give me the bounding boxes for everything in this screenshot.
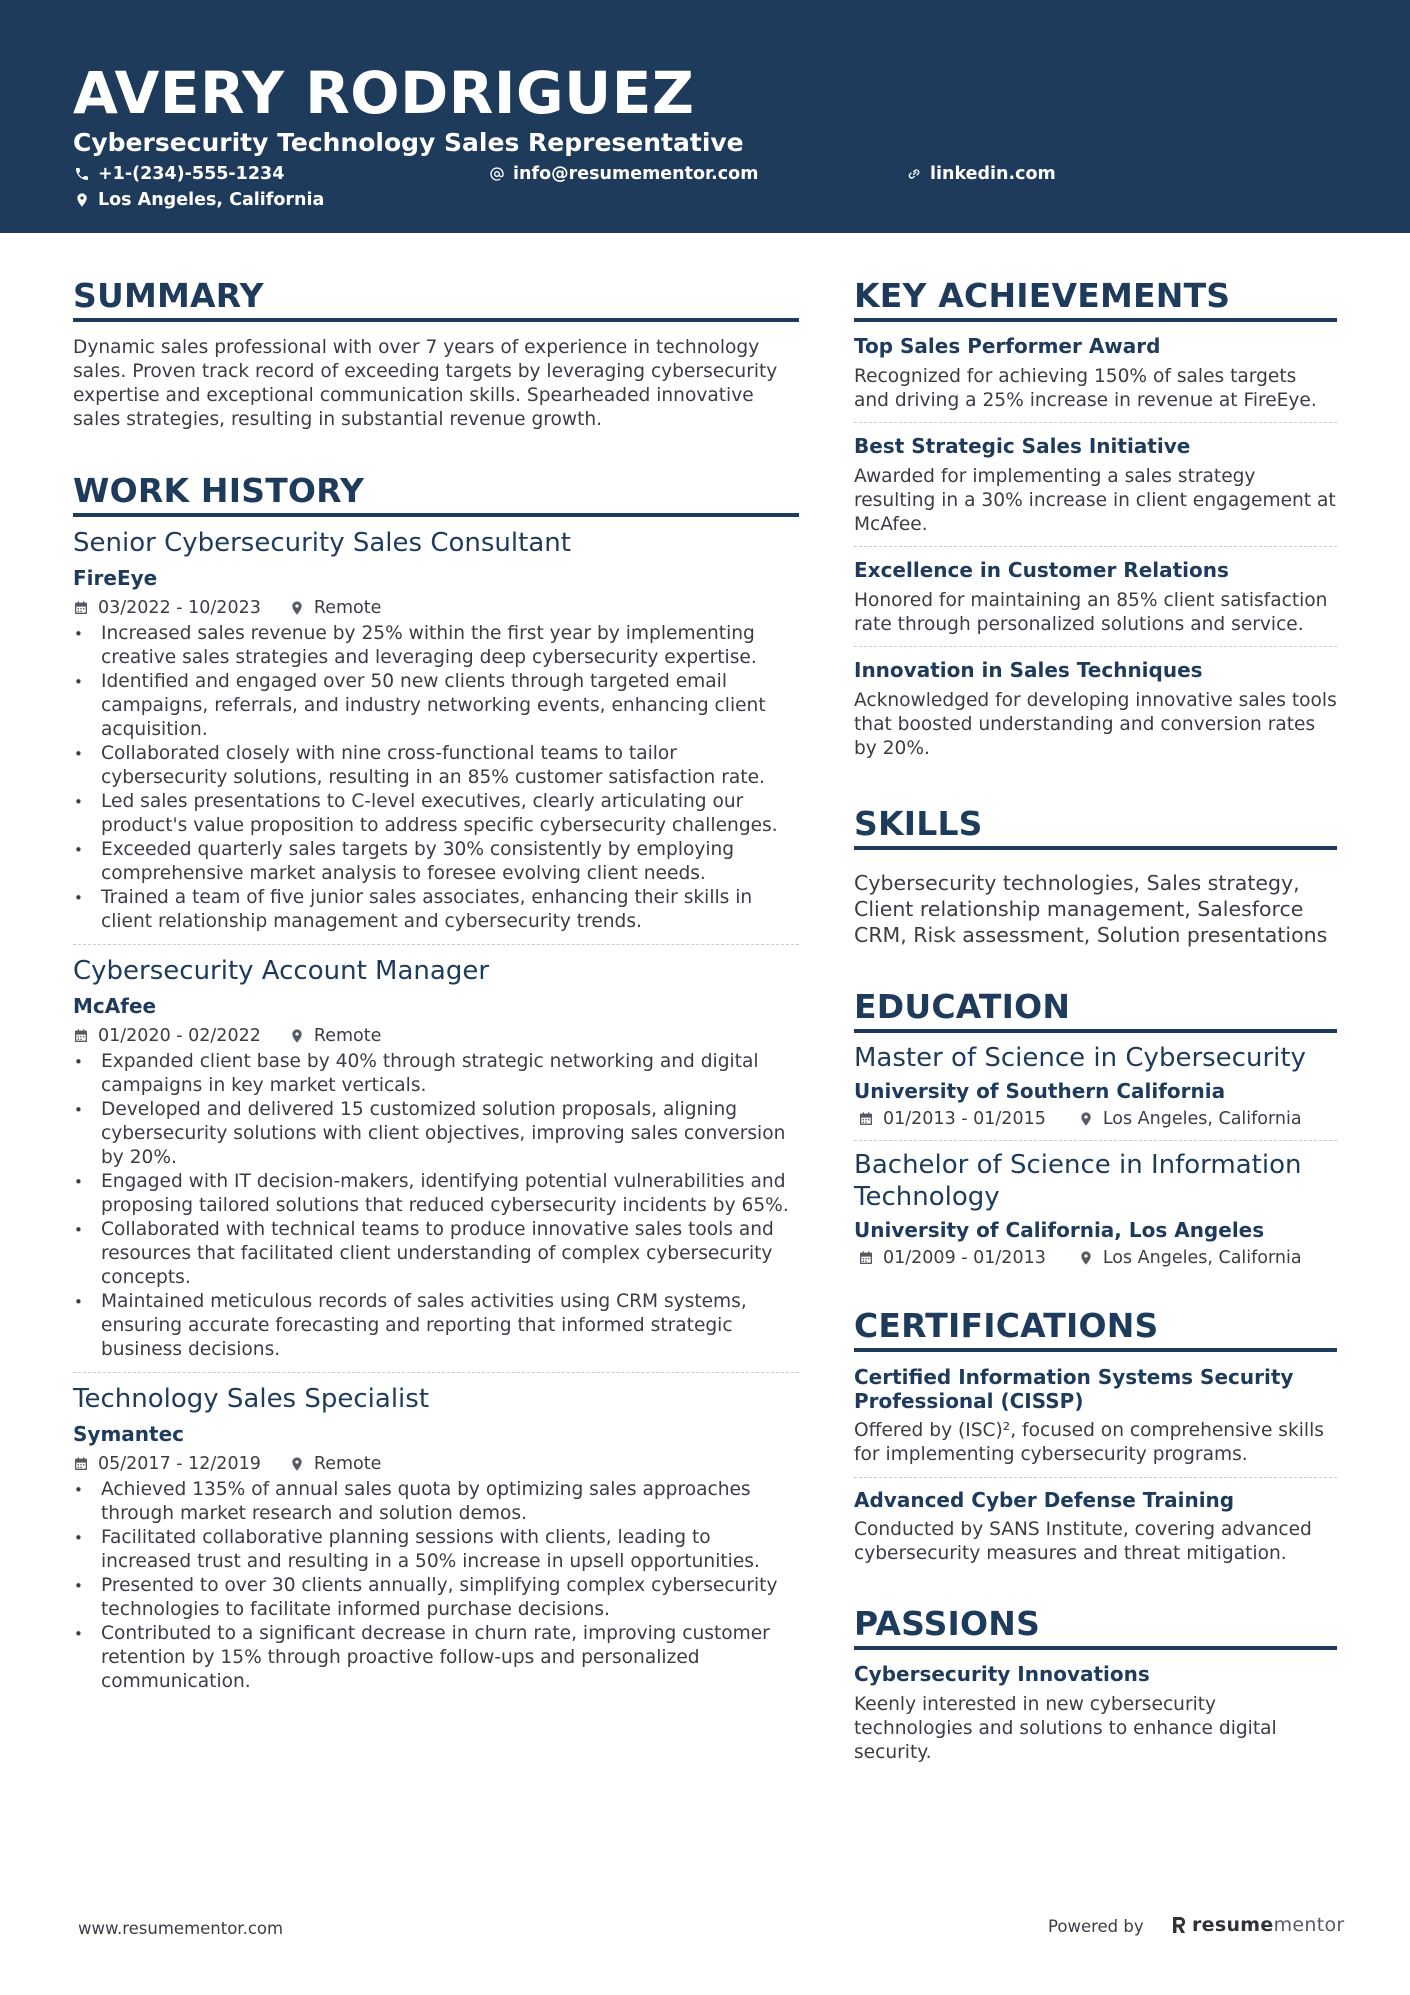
brand-name xyxy=(1192,1913,1345,1937)
job-dates: 01/2020 - 02/2022 xyxy=(98,1026,261,1046)
job-entry xyxy=(73,1372,799,1694)
resume-header xyxy=(0,0,1410,233)
summary-section xyxy=(73,275,799,432)
job-entry xyxy=(73,944,799,1362)
resumementor-logo-icon xyxy=(1171,1915,1187,1935)
map-pin-icon xyxy=(1078,1111,1094,1127)
achievement-item xyxy=(854,422,1337,546)
map-pin-icon xyxy=(1078,1250,1094,1266)
bullet-item: • Led sales presentations to C-level executives, clearly articulating our product's value proposition to address specific cybersecurity challenges. xyxy=(73,790,799,838)
footer-url[interactable]: www.resumementor.com xyxy=(78,1919,284,1938)
summary-heading: SUMMARY xyxy=(73,275,799,322)
calendar-icon xyxy=(73,1028,89,1044)
achievement-text: Awarded for implementing a sales strategy resulting in a 30% increase in client engagement at McAfee. xyxy=(854,466,1336,535)
skills-text: Cybersecurity technologies, Sales strategy, Client relationship management, Salesforce CRM, Risk assessment, Solution presentations xyxy=(854,871,1328,947)
map-pin-icon xyxy=(289,1028,305,1044)
achievement-text: Acknowledged for developing innovative sales tools that boosted understanding and conversion rates by 20%. xyxy=(854,690,1337,759)
candidate-name: AVERY RODRIGUEZ xyxy=(73,59,695,127)
certification-title: Advanced Cyber Defense Training xyxy=(854,1488,1235,1512)
achievement-title: Excellence in Customer Relations xyxy=(854,558,1229,582)
job-bullets xyxy=(73,1050,799,1362)
calendar-icon xyxy=(73,600,89,616)
bullet-item: • Achieved 135% of annual sales quota by optimizing sales approaches through market research and solution demos. xyxy=(73,1478,799,1526)
education-heading: EDUCATION xyxy=(854,986,1337,1033)
calendar-icon xyxy=(858,1111,874,1127)
education-dates: 01/2009 - 01/2013 xyxy=(883,1248,1046,1268)
job-dates: 05/2017 - 12/2019 xyxy=(98,1454,261,1474)
map-pin-icon xyxy=(74,192,90,208)
education-section xyxy=(854,986,1337,1279)
calendar-icon xyxy=(73,1456,89,1472)
candidate-title: Cybersecurity Technology Sales Representative xyxy=(73,128,744,157)
job-bullets xyxy=(73,622,799,934)
map-pin-icon xyxy=(289,600,305,616)
bullet-item: • Trained a team of five junior sales associates, enhancing their skills in client relationship management and cybersecurity trends. xyxy=(73,886,799,934)
certifications-list xyxy=(854,1365,1337,1576)
job-meta xyxy=(73,1452,799,1476)
phone-text: +1-(234)-555-1234 xyxy=(98,164,285,184)
certification-item xyxy=(854,1477,1337,1576)
education-location-group xyxy=(1074,1246,1302,1270)
location-text: Los Angeles, California xyxy=(98,190,325,210)
contact-location xyxy=(74,188,324,212)
job-location-group xyxy=(289,596,382,620)
certification-text: Conducted by SANS Institute, covering advanced cybersecurity measures and threat mitigation. xyxy=(854,1519,1312,1564)
achievement-text: Recognized for achieving 150% of sales targets and driving a 25% increase in revenue at FireEye. xyxy=(854,366,1317,411)
bullet-item: • Maintained meticulous records of sales activities using CRM systems, ensuring accurate forecasting and reporting that informed strategic business decisions. xyxy=(73,1290,799,1362)
job-title: Cybersecurity Account Manager xyxy=(73,956,490,986)
job-title: Senior Cybersecurity Sales Consultant xyxy=(73,528,571,558)
achievements-list xyxy=(854,333,1337,770)
education-item xyxy=(854,1140,1337,1279)
achievement-title: Best Strategic Sales Initiative xyxy=(854,434,1191,458)
job-location: Remote xyxy=(313,598,382,618)
job-meta xyxy=(73,596,799,620)
education-meta xyxy=(854,1246,1337,1270)
brand-name-light: mentor xyxy=(1273,1914,1345,1936)
phone-icon xyxy=(74,166,90,182)
school-name: University of California, Los Angeles xyxy=(854,1218,1265,1242)
bullet-item: • Identified and engaged over 50 new clients through targeted email campaigns, referrals, and industry networking events, enhancing client acquisition. xyxy=(73,670,799,742)
bullet-item: • Engaged with IT decision-makers, identifying potential vulnerabilities and proposing tailored solutions that reduced cybersecurity incidents by 65%. xyxy=(73,1170,799,1218)
company-name: McAfee xyxy=(73,994,157,1018)
certification-text: Offered by (ISC)², focused on comprehensive skills for implementing cybersecurity programs. xyxy=(854,1420,1324,1465)
achievement-item xyxy=(854,546,1337,646)
certification-item xyxy=(854,1365,1337,1477)
job-meta xyxy=(73,1024,799,1048)
left-column xyxy=(73,275,799,1694)
degree-title: Bachelor of Science in Information Technology xyxy=(854,1150,1302,1212)
passion-title: Cybersecurity Innovations xyxy=(854,1662,1150,1686)
work-history-heading: WORK HISTORY xyxy=(73,470,799,517)
job-location: Remote xyxy=(313,1454,382,1474)
skills-section xyxy=(854,803,1337,948)
achievement-item xyxy=(854,333,1337,422)
email-text: info@resumementor.com xyxy=(513,164,759,184)
bullet-item: • Expanded client base by 40% through strategic networking and digital campaigns in key market verticals. xyxy=(73,1050,799,1098)
passion-text: Keenly interested in new cybersecurity technologies and solutions to enhance digital security. xyxy=(854,1694,1277,1763)
education-location: Los Angeles, California xyxy=(1102,1248,1302,1268)
bullet-item: • Exceeded quarterly sales targets by 30% consistently by employing comprehensive market analysis to foresee evolving client needs. xyxy=(73,838,799,886)
contact-linkedin[interactable] xyxy=(906,162,1056,186)
certification-title: Certified Information Systems Security Professional (CISSP) xyxy=(854,1365,1294,1413)
bullet-item: • Collaborated with technical teams to produce innovative sales tools and resources that facilitated client understanding of complex cybersecurity concepts. xyxy=(73,1218,799,1290)
achievement-text: Honored for maintaining an 85% client satisfaction rate through personalized solutions and service. xyxy=(854,590,1328,635)
job-title: Technology Sales Specialist xyxy=(73,1384,430,1414)
bullet-item: • Facilitated collaborative planning sessions with clients, leading to increased trust and resulting in a 50% increase in upsell opportunities. xyxy=(73,1526,799,1574)
contact-phone[interactable] xyxy=(74,162,284,186)
passions-section xyxy=(854,1603,1337,1765)
certifications-section xyxy=(854,1305,1337,1576)
education-item xyxy=(854,1033,1337,1140)
contact-email[interactable] xyxy=(489,162,758,186)
bullet-item: • Increased sales revenue by 25% within the first year by implementing creative sales strategies and leveraging deep cybersecurity expertise. xyxy=(73,622,799,670)
achievement-item xyxy=(854,646,1337,770)
at-sign-icon xyxy=(489,166,505,182)
achievement-title: Top Sales Performer Award xyxy=(854,334,1161,358)
achievement-title: Innovation in Sales Techniques xyxy=(854,658,1203,682)
bullet-item: • Presented to over 30 clients annually, simplifying complex cybersecurity technologies to facilitate informed purchase decisions. xyxy=(73,1574,799,1622)
bullet-item: • Collaborated closely with nine cross-functional teams to tailor cybersecurity solutions, resulting in an 85% customer satisfaction rate. xyxy=(73,742,799,790)
bullet-item: • Developed and delivered 15 customized solution proposals, aligning cybersecurity solutions with client objectives, improving sales conversion by 20%. xyxy=(73,1098,799,1170)
calendar-icon xyxy=(858,1250,874,1266)
school-name: University of Southern California xyxy=(854,1079,1226,1103)
job-location-group xyxy=(289,1452,382,1476)
job-entry xyxy=(73,517,799,934)
powered-by-label: Powered by xyxy=(1048,1917,1144,1936)
summary-text: Dynamic sales professional with over 7 years of experience in technology sales. Proven track record of exceeding targets by leveraging cybersecurity expertise and exceptional communication skills. Spearheaded innovative sales strategies, resulting in substantial revenue growth. xyxy=(73,337,778,430)
job-bullets xyxy=(73,1478,799,1694)
education-location-group xyxy=(1074,1107,1302,1131)
job-location-group xyxy=(289,1024,382,1048)
education-dates: 01/2013 - 01/2015 xyxy=(883,1109,1046,1129)
link-icon xyxy=(906,166,922,182)
brand-name-bold: resume xyxy=(1192,1914,1274,1936)
right-column xyxy=(854,275,1337,1765)
degree-title: Master of Science in Cybersecurity xyxy=(854,1043,1306,1073)
certifications-heading: CERTIFICATIONS xyxy=(854,1305,1337,1352)
skills-heading: SKILLS xyxy=(854,803,1337,850)
education-location: Los Angeles, California xyxy=(1102,1109,1302,1129)
company-name: FireEye xyxy=(73,566,158,590)
job-dates: 03/2022 - 10/2023 xyxy=(98,598,261,618)
achievements-section xyxy=(854,275,1337,770)
bullet-item: • Contributed to a significant decrease in churn rate, improving customer retention by 15% through proactive follow-ups and personalized communication. xyxy=(73,1622,799,1694)
achievements-heading: KEY ACHIEVEMENTS xyxy=(854,275,1337,322)
company-name: Symantec xyxy=(73,1422,184,1446)
brand-logo[interactable] xyxy=(1171,1913,1345,1937)
linkedin-text: linkedin.com xyxy=(930,164,1056,184)
work-history-section xyxy=(73,470,799,1694)
job-location: Remote xyxy=(313,1026,382,1046)
education-meta xyxy=(854,1107,1337,1131)
passions-heading: PASSIONS xyxy=(854,1603,1337,1650)
map-pin-icon xyxy=(289,1456,305,1472)
